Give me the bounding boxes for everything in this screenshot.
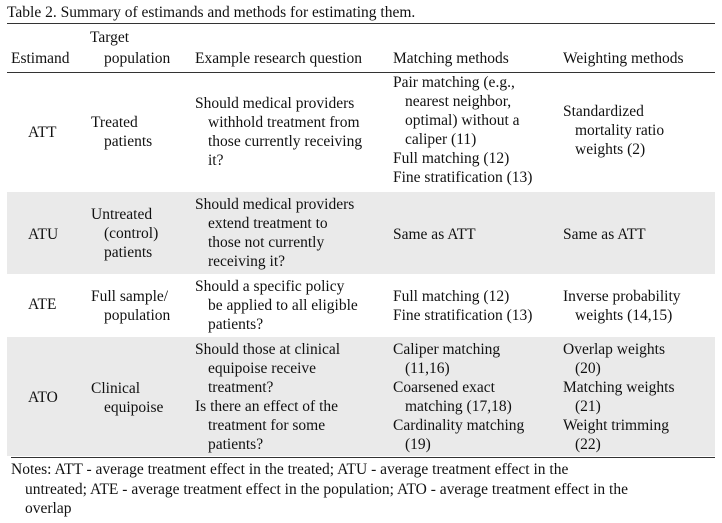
table-caption: Table 2. Summary of estimands and methods for estimating them.	[7, 3, 715, 24]
header-question: Example research question	[195, 50, 362, 67]
weighting-cell: Same as ATT	[563, 226, 646, 243]
estimand-cell: ATO	[28, 389, 58, 406]
table-row-ato	[7, 337, 715, 456]
table-row-atu	[7, 192, 715, 274]
table-header	[7, 26, 715, 73]
population-cell: Full sample/ population	[91, 288, 171, 324]
population-cell: Untreated (control) patients	[91, 206, 159, 261]
matching-cell: Full matching (12) Fine stratification (13)	[393, 288, 533, 324]
header-weighting: Weighting methods	[563, 50, 684, 67]
estimand-cell: ATE	[28, 296, 57, 313]
matching-cell: Same as ATT	[393, 226, 476, 243]
weighting-cell: Overlap weights (20) Matching weights (21) Weight trimming (22)	[563, 341, 675, 453]
table-notes	[11, 457, 715, 519]
header-population-line2: population	[104, 50, 171, 67]
table-row-ate	[7, 274, 715, 337]
matching-cell: Caliper matching (11,16) Coarsened exact matching (17,18) Cardinality matching (19)	[393, 341, 525, 453]
question-cell: Should medical providers extend treatment to those not currently receiving it?	[195, 196, 355, 270]
header-estimand: Estimand	[11, 50, 70, 67]
question-cell: Should those at clinical equipoise receive treatment? Is there an effect of the treatment for some patients?	[195, 341, 341, 453]
matching-cell: Pair matching (e.g., nearest neighbor, optimal) without a caliper (11) Full matching (12) Fine stratification (13)	[393, 74, 533, 186]
population-cell: Clinical equipoise	[91, 380, 164, 416]
table-row-att	[7, 73, 715, 192]
header-matching: Matching methods	[393, 50, 509, 67]
header-population-line1: Target	[90, 29, 130, 46]
weighting-cell: Inverse probability weights (14,15)	[563, 288, 681, 324]
notes-line: Notes: ATT - average treatment effect in the treated; ATU - average treatment effect in the	[11, 461, 569, 478]
notes-line: overlap	[25, 500, 72, 517]
estimand-cell: ATT	[28, 124, 57, 141]
weighting-cell: Standardized mortality ratio weights (2)	[563, 103, 665, 158]
question-cell: Should medical providers withhold treatment from those currently receiving it?	[195, 95, 363, 169]
notes-line: untreated; ATE - average treatment effect in the population; ATO - average treatment effect in the	[25, 480, 628, 498]
population-cell: Treated patients	[91, 114, 153, 150]
question-cell: Should a specific policy be applied to all eligible patients?	[195, 278, 358, 333]
estimand-cell: ATU	[28, 226, 59, 243]
